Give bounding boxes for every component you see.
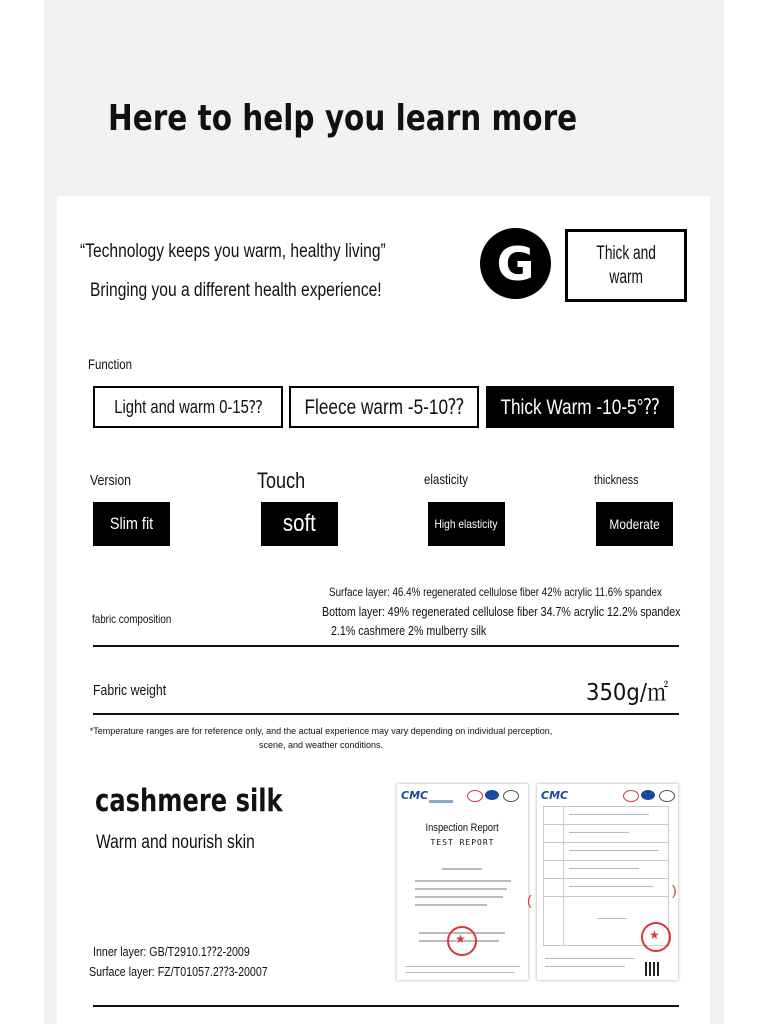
report-brand-logo: CMC (541, 789, 569, 802)
fabric-weight-value: 350g/㎡ (586, 680, 669, 706)
table-border (543, 896, 669, 897)
touch-value-text: soft (283, 510, 316, 537)
version-value (93, 502, 170, 546)
report-line (415, 880, 511, 882)
table-border (563, 806, 564, 946)
accreditation-logo-icon (623, 790, 639, 802)
divider (93, 713, 679, 715)
table-border (668, 806, 669, 946)
report-line (415, 904, 487, 906)
table-border (543, 806, 544, 946)
accreditation-logo-icon (659, 790, 675, 802)
badge-line-1: Thick and (596, 242, 656, 264)
function-label: Function (88, 356, 133, 372)
table-border (543, 842, 669, 843)
version-label: Version (90, 472, 132, 489)
report-brand-logo: CMC (401, 789, 429, 802)
thickness-label: thickness (594, 472, 639, 487)
report-title: Inspection Report (425, 822, 500, 834)
thickness-value (596, 502, 673, 546)
temperature-note: *Temperature ranges are for reference only, and the actual experience may vary depending on individual perception, scene, and weather conditions. (89, 726, 553, 750)
report-line (405, 972, 515, 973)
report-line (569, 850, 659, 851)
table-border (543, 860, 669, 861)
badge-line-2: warm (609, 266, 643, 288)
report-line (569, 886, 654, 887)
table-border (543, 806, 669, 807)
report-line (545, 958, 635, 959)
report-line (442, 868, 482, 870)
function-option-light (93, 386, 283, 428)
fabric-weight-label: Fabric weight (93, 682, 167, 699)
stamp-edge-icon: ) (672, 882, 677, 898)
sub-tagline: Bringing you a different health experience! (90, 280, 382, 301)
report-line (415, 888, 507, 890)
report-line (597, 918, 627, 919)
function-option-label: Thick Warm -10-5°⁇ (500, 395, 660, 419)
divider (93, 1005, 679, 1007)
thickness-value-text: Moderate (609, 516, 660, 532)
report-line (569, 832, 629, 833)
qr-code-icon (645, 962, 659, 976)
elasticity-value (428, 502, 505, 546)
inspection-report-image (397, 784, 528, 980)
function-option-label: Light and warm 0-15⁇ (113, 396, 263, 417)
report-line (405, 966, 520, 967)
accreditation-logo-icon (503, 790, 519, 802)
bottom-layer-composition: Bottom layer: 49% regenerated cellulose fiber 34.7% acrylic 12.2% spandex (322, 604, 681, 619)
elasticity-value-text: High elasticity (435, 516, 498, 531)
touch-value (261, 502, 338, 546)
function-option-fleece (289, 386, 479, 428)
brand-logo-icon: G (480, 228, 551, 299)
version-value-text: Slim fit (109, 514, 154, 533)
accreditation-logo-icon (641, 790, 655, 800)
report-subtitle: TEST REPORT (430, 838, 495, 847)
cashmere-silk-title: cashmere silk (95, 783, 283, 819)
thick-warm-badge (565, 229, 687, 302)
page-title: Here to help you learn more (108, 98, 578, 139)
divider (93, 645, 679, 647)
surface-layer-composition: Surface layer: 46.4% regenerated cellulose fiber 42% acrylic 11.6% spandex (329, 585, 662, 599)
bottom-layer-composition-cont: 2.1% cashmere 2% mulberry silk (331, 623, 487, 638)
stamp-star-icon: ★ (455, 932, 466, 946)
stamp-star-icon: ★ (649, 928, 660, 942)
inner-layer-standard: Inner layer: GB/T2910.1⁇2-2009 (93, 944, 250, 959)
accreditation-logo-icon (485, 790, 499, 800)
report-brand-subtitle (429, 800, 453, 803)
table-border (543, 878, 669, 879)
table-border (543, 824, 669, 825)
surface-layer-standard: Surface layer: FZ/T01057.2⁇3-20007 (89, 964, 268, 979)
report-line (569, 868, 639, 869)
function-option-label: Fleece warm -5-10⁇ (304, 395, 464, 419)
report-line (545, 966, 625, 967)
elasticity-label: elasticity (424, 471, 469, 487)
tagline: “Technology keeps you warm, healthy living” (80, 241, 386, 262)
stamp-edge-icon: ( (527, 892, 532, 908)
test-report-table-image (537, 784, 678, 980)
accreditation-logo-icon (467, 790, 483, 802)
touch-label: Touch (257, 468, 306, 493)
report-line (569, 814, 649, 815)
fabric-composition-label: fabric composition (92, 612, 172, 626)
report-line (415, 896, 503, 898)
function-option-thick (486, 386, 674, 428)
cashmere-silk-subtitle: Warm and nourish skin (96, 832, 255, 853)
